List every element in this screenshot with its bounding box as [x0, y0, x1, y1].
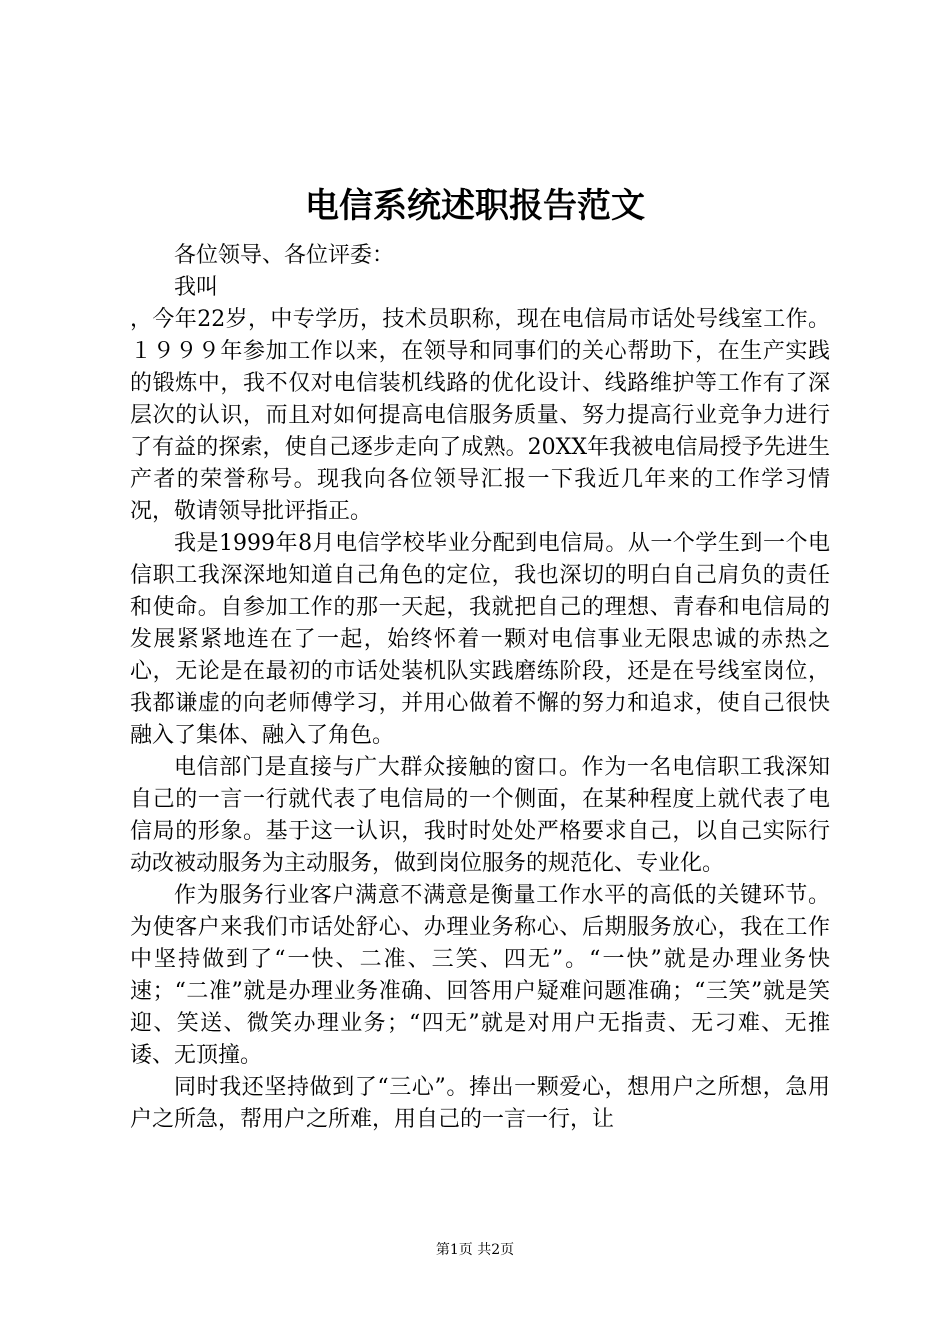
page-footer: 第1页 共2页 [435, 1242, 515, 1258]
paragraph-salutation: 各位领导、各位评委： [174, 243, 395, 268]
paragraph-customer-satisfaction: 作为服务行业客户满意不满意是衡量工作水平的高低的关键环节。为使客户来我们市话处舒心、办理业务称心、后期服务放心，我在工作中坚持做到了“一快、二准、三笑、四无”。“一快”就是办理业务快速；“二准”就是办理业务准确、回答用户疑难问题准确；“三笑”就是笑迎、笑送、微笑办理业务；“四无”就是对用户无指责、无刁难、无推诿、无顶撞。 [130, 883, 830, 1068]
paragraph-three-hearts: 同时我还坚持做到了“三心”。捧出一颗爱心，想用户之所想，急用户之所急，帮用户之所难，用自己的一言一行，让 [130, 1075, 830, 1132]
paragraph-background: 我是1999年8月电信学校毕业分配到电信局。从一个学生到一个电信职工我深深地知道自己角色的定位，我也深切的明白自己肩负的责任和使命。自参加工作的那一天起，我就把自己的理想、青春和电信局的发展紧紧地连在了一起，始终怀着一颗对电信事业无限忠诚的赤热之心，无论是在最初的市话处装机队实践磨练阶段，还是在号线室岗位，我都谦虚的向老师傅学习，并用心做着不懈的努力和追求，使自己很快融入了集体、融入了角色。 [130, 531, 830, 748]
document-title: 电信系统述职报告范文 [305, 186, 645, 226]
paragraph-intro: ，今年22岁，中专学历，技术员职称，现在电信局市话处号线室工作。１９９９年参加工作以来，在领导和同事们的关心帮助下，在生产实践的锻炼中，我不仅对电信装机线路的优化设计、线路维护等工作有了深层次的认识，而且对如何提高电信服务质量、努力提高行业竞争力进行了有益的探索，使自己逐步走向了成熟。20XX年我被电信局授予先进生产者的荣誉称号。现我向各位领导汇报一下我近几年来的工作学习情况，敬请领导批评指正。 [130, 307, 830, 524]
document-body [130, 240, 830, 1136]
paragraph-name: 我叫 [174, 275, 219, 300]
paragraph-service-window: 电信部门是直接与广大群众接触的窗口。作为一名电信职工我深知自己的一言一行就代表了电信局的一个侧面，在某种程度上就代表了电信局的形象。基于这一认识，我时时处处严格要求自己，以自己实际行动改被动服务为主动服务，做到岗位服务的规范化、专业化。 [130, 755, 830, 876]
